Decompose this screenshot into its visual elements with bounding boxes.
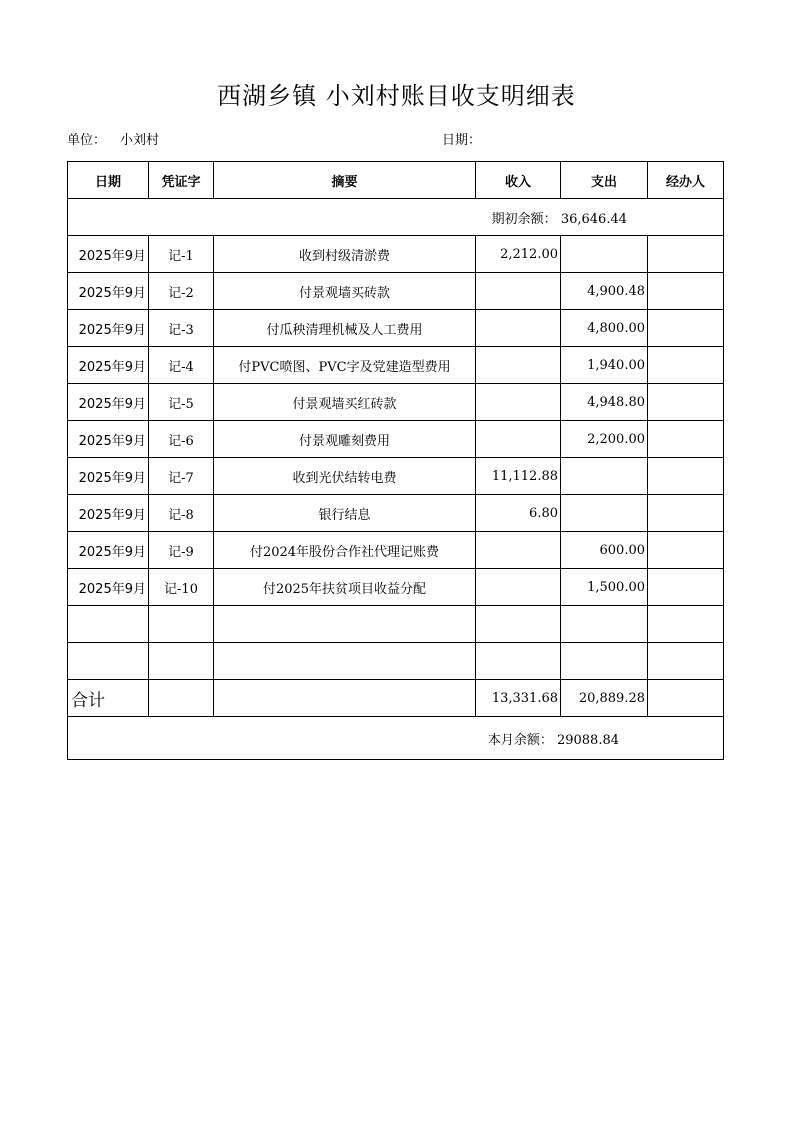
cell-voucher: 记-10 (149, 569, 214, 606)
closing-balance (68, 717, 724, 760)
table-row (68, 495, 724, 532)
total-label: 合计 (68, 680, 149, 717)
date-info (442, 129, 481, 148)
header-expense: 支出 (561, 162, 648, 199)
header-date: 日期 (68, 162, 149, 199)
cell-handler (648, 384, 724, 421)
cell-income (476, 569, 561, 606)
cell-date: 2025年9月 (68, 273, 149, 310)
unit-value: 小刘村 (120, 133, 160, 148)
header-voucher: 凭证字 (149, 162, 214, 199)
cell-date (68, 643, 149, 680)
cell-date (68, 606, 149, 643)
cell-voucher: 记-7 (149, 458, 214, 495)
cell-expense (561, 643, 648, 680)
cell-summary: 收到村级清淤费 (214, 236, 476, 273)
cell-handler (648, 347, 724, 384)
cell-income (476, 643, 561, 680)
cell-expense: 4,900.48 (561, 273, 648, 310)
cell-income: 11,112.88 (476, 458, 561, 495)
total-income: 13,331.68 (476, 680, 561, 717)
cell-handler (648, 532, 724, 569)
cell-voucher: 记-9 (149, 532, 214, 569)
cell-expense (561, 458, 648, 495)
opening-balance (68, 199, 724, 236)
cell-voucher: 记-5 (149, 384, 214, 421)
cell-handler (648, 458, 724, 495)
date-label: 日期： (442, 133, 482, 148)
cell-voucher (149, 606, 214, 643)
opening-balance-row (68, 199, 724, 236)
cell-summary: 付PVC喷图、PVC字及党建造型费用 (214, 347, 476, 384)
cell-income: 2,212.00 (476, 236, 561, 273)
cell-expense: 4,948.80 (561, 384, 648, 421)
cell-handler (648, 569, 724, 606)
cell-expense: 1,940.00 (561, 347, 648, 384)
cell-handler (648, 273, 724, 310)
cell-summary: 付景观墙买砖款 (214, 273, 476, 310)
header-income: 收入 (476, 162, 561, 199)
closing-balance-label: 本月余额： (487, 732, 553, 748)
table-row (68, 458, 724, 495)
table-row (68, 273, 724, 310)
cell-handler (648, 643, 724, 680)
table-row (68, 236, 724, 273)
table-row (68, 310, 724, 347)
header-row (68, 162, 724, 199)
cell-voucher: 记-6 (149, 421, 214, 458)
cell-summary: 付瓜秧清理机械及人工费用 (214, 310, 476, 347)
cell-date: 2025年9月 (68, 532, 149, 569)
cell-date: 2025年9月 (68, 347, 149, 384)
cell-expense: 600.00 (561, 532, 648, 569)
cell-voucher: 记-3 (149, 310, 214, 347)
cell-summary: 银行结息 (214, 495, 476, 532)
cell-date: 2025年9月 (68, 384, 149, 421)
cell-income (476, 310, 561, 347)
cell-income: 6.80 (476, 495, 561, 532)
cell-expense (561, 606, 648, 643)
table-row (68, 421, 724, 458)
table-row (68, 532, 724, 569)
total-expense: 20,889.28 (561, 680, 648, 717)
cell-income (476, 421, 561, 458)
cell-expense: 2,200.00 (561, 421, 648, 458)
cell-voucher: 记-2 (149, 273, 214, 310)
ledger-table (67, 161, 724, 760)
cell-date: 2025年9月 (68, 495, 149, 532)
cell-handler (648, 495, 724, 532)
cell-income (476, 606, 561, 643)
cell-summary (214, 606, 476, 643)
total-summary (214, 680, 476, 717)
opening-balance-label: 期初余额： (491, 211, 557, 227)
header-summary: 摘要 (214, 162, 476, 199)
table-row (68, 569, 724, 606)
cell-summary: 付2024年股份合作社代理记账费 (214, 532, 476, 569)
cell-expense (561, 495, 648, 532)
cell-voucher: 记-8 (149, 495, 214, 532)
cell-date: 2025年9月 (68, 421, 149, 458)
cell-summary: 付景观墙买红砖款 (214, 384, 476, 421)
closing-balance-row (68, 717, 724, 760)
total-handler (648, 680, 724, 717)
cell-handler (648, 421, 724, 458)
cell-income (476, 532, 561, 569)
cell-handler (648, 236, 724, 273)
cell-handler (648, 606, 724, 643)
total-voucher (149, 680, 214, 717)
cell-expense (561, 236, 648, 273)
cell-voucher (149, 643, 214, 680)
table-row (68, 347, 724, 384)
total-row (68, 680, 724, 717)
page-title: 西湖乡镇 小刘村账目收支明细表 (217, 82, 576, 110)
header-handler: 经办人 (648, 162, 724, 199)
cell-date: 2025年9月 (68, 569, 149, 606)
cell-summary: 收到光伏结转电费 (214, 458, 476, 495)
cell-summary (214, 643, 476, 680)
cell-voucher: 记-4 (149, 347, 214, 384)
cell-expense: 4,800.00 (561, 310, 648, 347)
cell-income (476, 347, 561, 384)
cell-expense: 1,500.00 (561, 569, 648, 606)
cell-income (476, 273, 561, 310)
cell-summary: 付景观雕刻费用 (214, 421, 476, 458)
cell-handler (648, 310, 724, 347)
cell-summary: 付2025年扶贫项目收益分配 (214, 569, 476, 606)
cell-income (476, 384, 561, 421)
cell-date: 2025年9月 (68, 310, 149, 347)
table-row (68, 643, 724, 680)
cell-voucher: 记-1 (149, 236, 214, 273)
cell-date: 2025年9月 (68, 236, 149, 273)
unit-info (67, 129, 159, 148)
opening-balance-value: 36,646.44 (560, 211, 627, 227)
closing-balance-value: 29088.84 (556, 732, 619, 748)
table-row (68, 384, 724, 421)
unit-label: 单位： (67, 133, 107, 148)
table-row (68, 606, 724, 643)
cell-date: 2025年9月 (68, 458, 149, 495)
